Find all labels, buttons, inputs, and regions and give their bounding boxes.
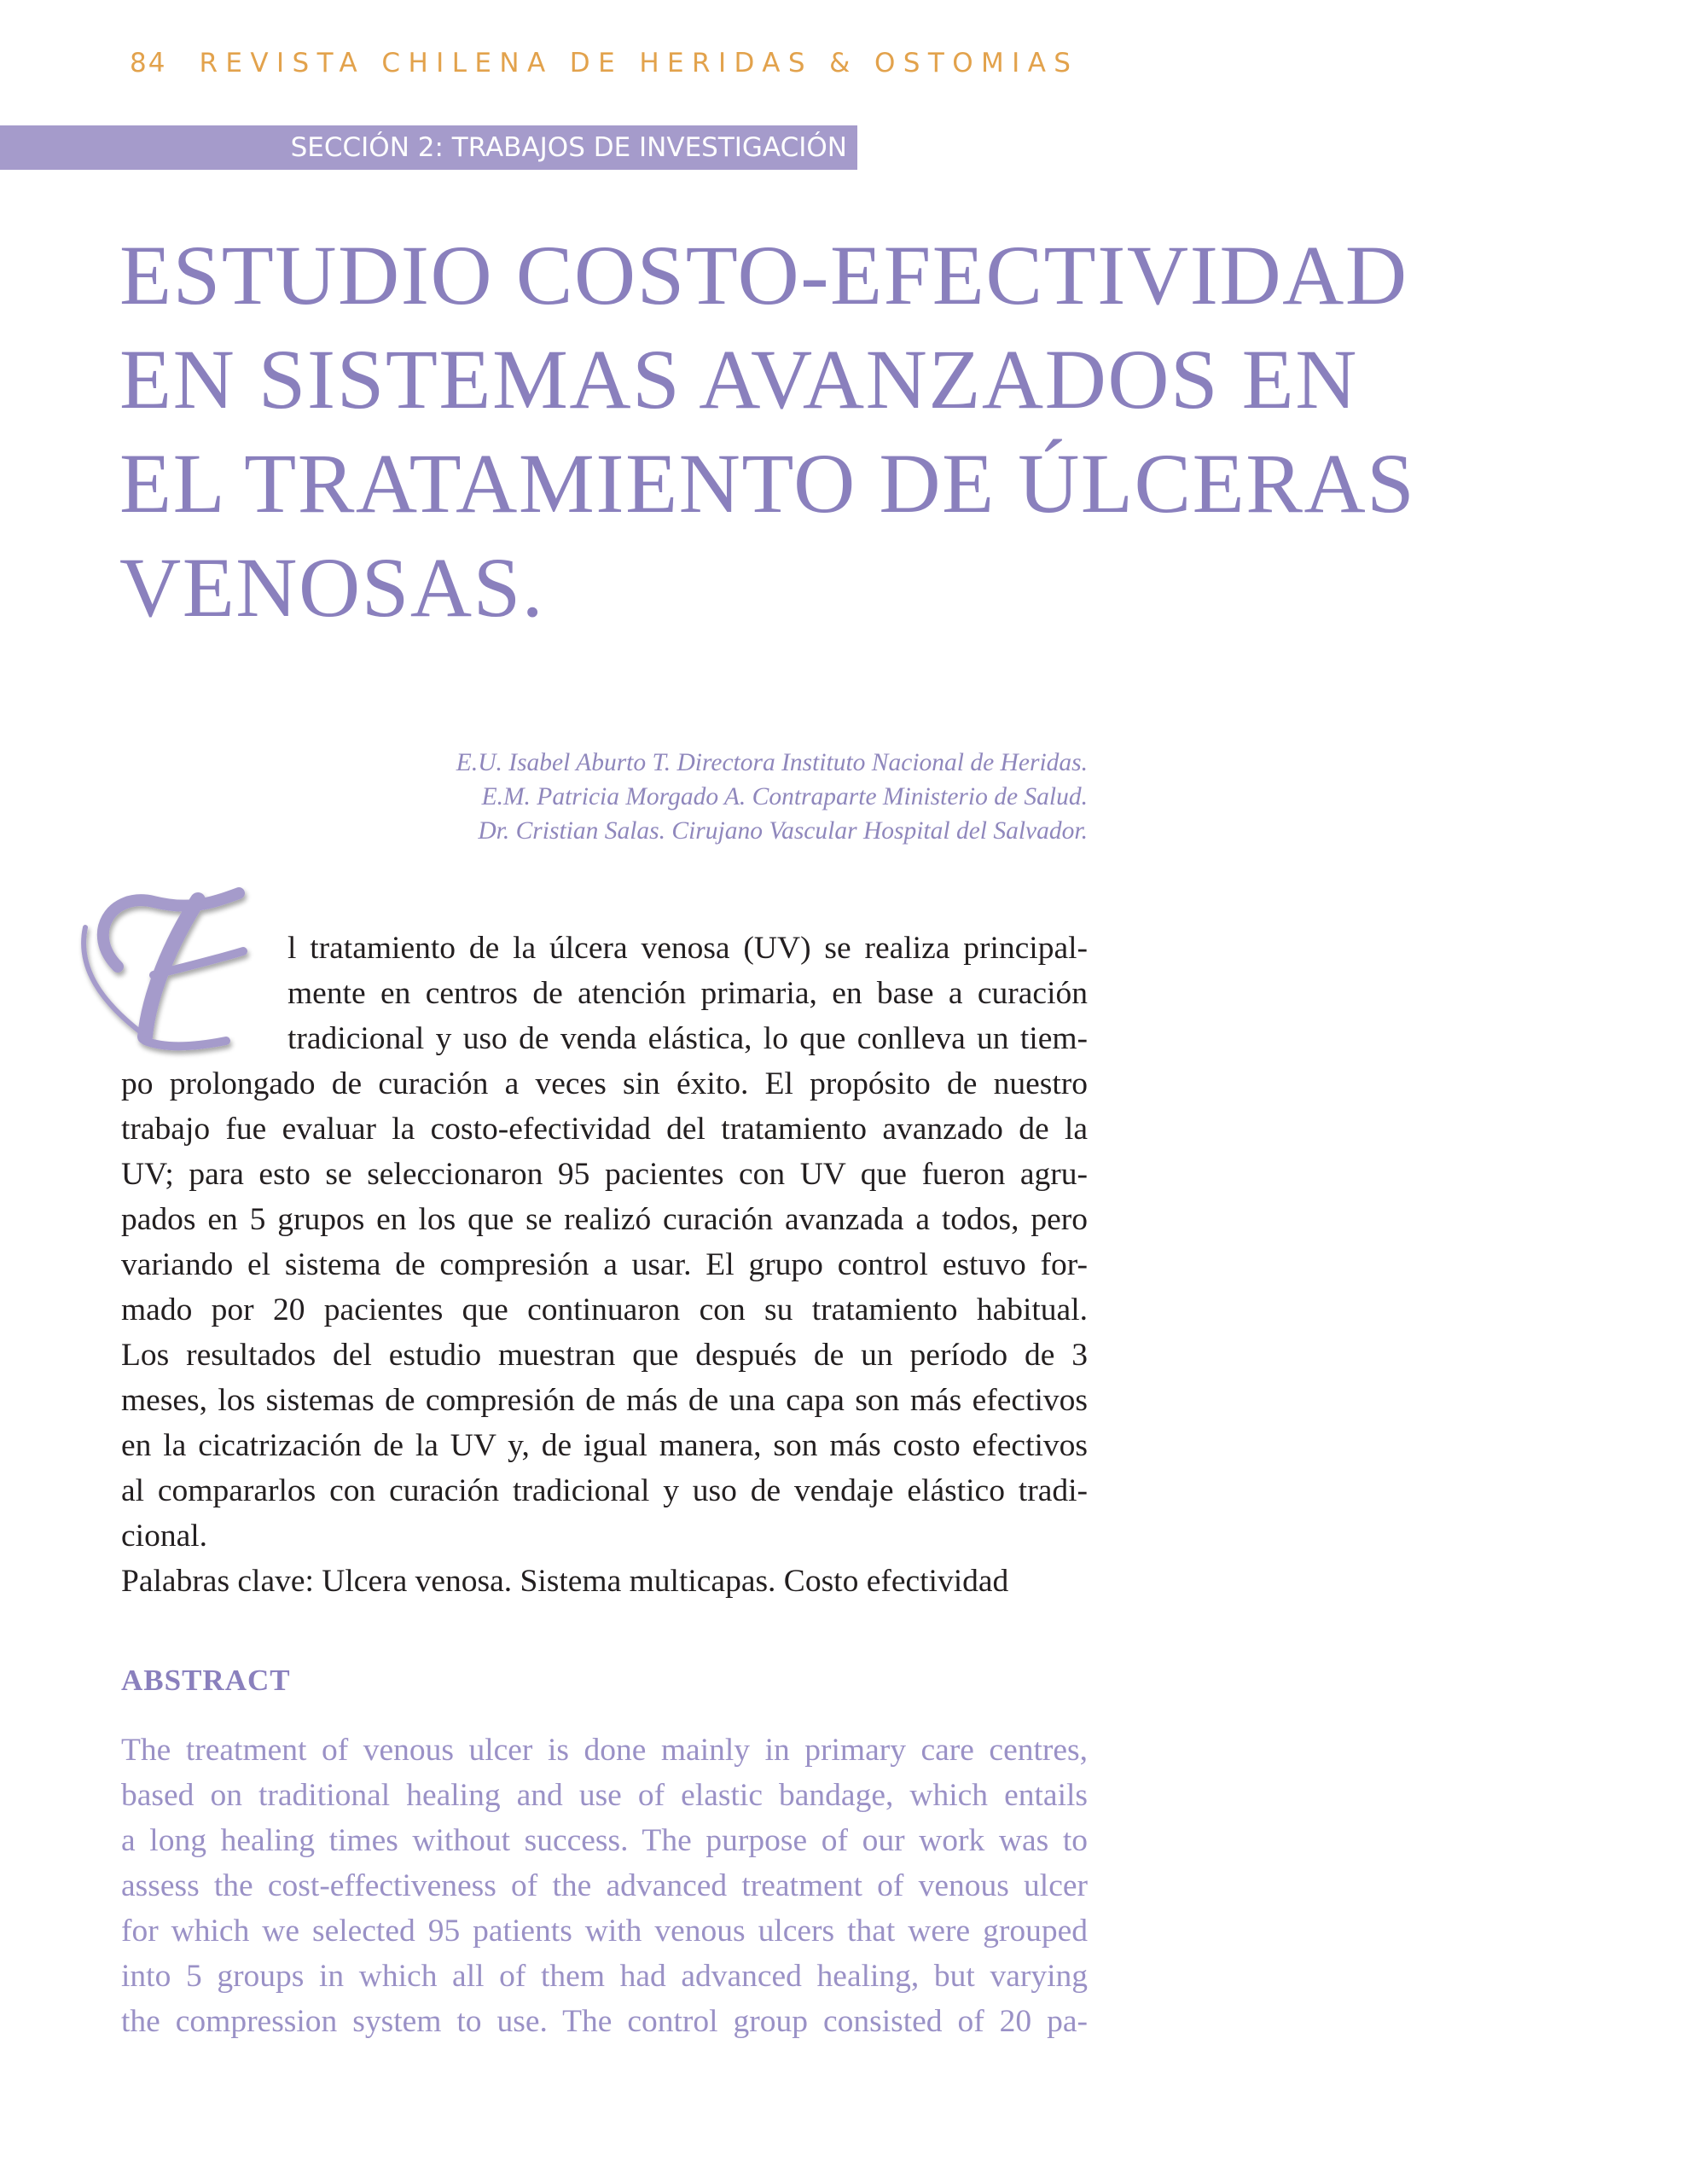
author-list [307, 746, 1088, 848]
abstract-spanish [121, 926, 1088, 1604]
author-line: E.U. Isabel Aburto T. Directora Instituto Nacional de Heridas. [456, 749, 1088, 776]
abstract-line: l tratamiento de la úlcera venosa (UV) se realiza principal- [287, 931, 1088, 966]
abstract-line: assess the cost-effectiveness of the advanced treatment of venous ulcer [121, 1868, 1088, 1903]
abstract-line: mente en centros de atención primaria, en base a curación [287, 976, 1088, 1011]
abstract-line: the compression system to use. The control group consisted of 20 pa- [121, 2004, 1088, 2039]
abstract-line: a long healing times without success. The purpose of our work was to [121, 1823, 1088, 1858]
journal-name: REVISTA CHILENA DE HERIDAS & OSTOMIAS [199, 48, 1079, 78]
abstract-line: UV; para esto se seleccionaron 95 pacientes con UV que fueron agru- [121, 1157, 1088, 1192]
author-line: E.M. Patricia Morgado A. Contraparte Ministerio de Salud. [481, 783, 1088, 810]
abstract-line: tradicional y uso de venda elástica, lo que conlleva un tiem- [287, 1021, 1088, 1056]
abstract-line: Los resultados del estudio muestran que después de un período de 3 [121, 1338, 1088, 1373]
page-number: 84 [130, 48, 167, 78]
article-title [119, 224, 1587, 640]
abstract-line: into 5 groups in which all of them had advanced healing, but varying [121, 1959, 1088, 1994]
author-line: Dr. Cristian Salas. Cirujano Vascular Hospital del Salvador. [478, 817, 1088, 845]
abstract-line: for which we selected 95 patients with venous ulcers that were grouped [121, 1914, 1088, 1949]
abstract-line: mado por 20 pacientes que continuaron con su tratamiento habitual. [121, 1292, 1088, 1327]
abstract-english [121, 1728, 1088, 2044]
title-line: EN SISTEMAS AVANZADOS EN [119, 332, 1358, 427]
section-banner: SECCIÓN 2: TRABAJOS DE INVESTIGACIÓN [0, 125, 857, 170]
abstract-line: pados en 5 grupos en los que se realizó curación avanzada a todos, pero [121, 1202, 1088, 1237]
abstract-line: meses, los sistemas de compresión de más de una capa son más efectivos [121, 1383, 1088, 1418]
abstract-line: po prolongado de curación a veces sin éxito. El propósito de nuestro [121, 1066, 1088, 1101]
title-line: ESTUDIO COSTO-EFECTIVIDAD [119, 228, 1408, 322]
abstract-line: cional. [121, 1519, 208, 1554]
running-header [130, 44, 1078, 82]
keywords: Palabras clave: Ulcera venosa. Sistema multicapas. Costo efectividad [121, 1564, 1009, 1599]
title-line: VENOSAS. [119, 540, 545, 635]
abstract-heading: ABSTRACT [121, 1664, 291, 1697]
abstract-line: trabajo fue evaluar la costo-efectividad del tratamiento avanzado de la [121, 1112, 1088, 1147]
abstract-line: variando el sistema de compresión a usar. El grupo control estuvo for- [121, 1247, 1088, 1282]
abstract-line: en la cicatrización de la UV y, de igual manera, son más costo efectivos [121, 1428, 1088, 1463]
abstract-line: al compararlos con curación tradicional y uso de vendaje elástico tradi- [121, 1473, 1088, 1508]
title-line: EL TRATAMIENTO DE ÚLCERAS [119, 436, 1416, 531]
abstract-line: The treatment of venous ulcer is done mainly in primary care centres, [121, 1733, 1088, 1768]
abstract-line: based on traditional healing and use of elastic bandage, which entails [121, 1778, 1088, 1813]
